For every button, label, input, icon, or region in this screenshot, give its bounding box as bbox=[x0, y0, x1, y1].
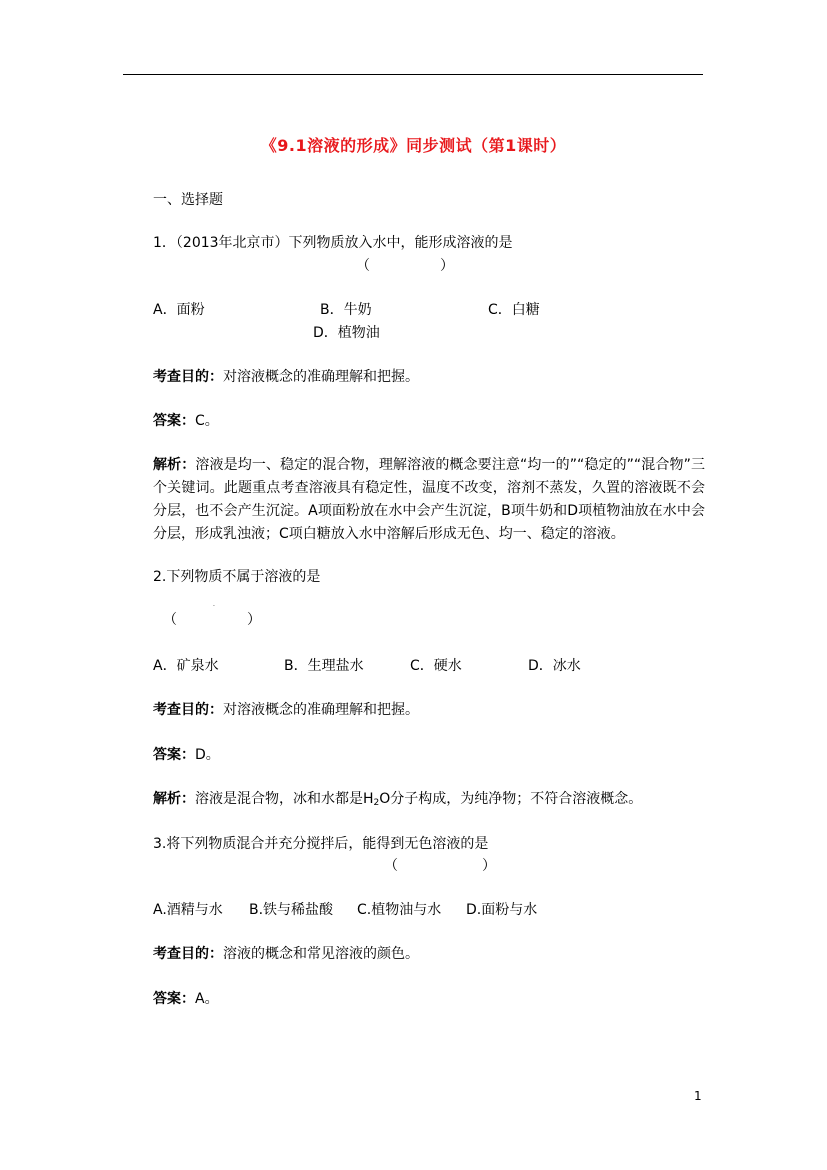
q1-stem: 1．（2013年北京市）下列物质放入水中，能形成溶液的是 bbox=[153, 235, 513, 251]
q2-purpose bbox=[153, 700, 419, 720]
stray-mark: · bbox=[213, 603, 215, 610]
q1-option-b: B．牛奶 bbox=[320, 302, 372, 318]
q3-stem: 3.将下列物质混合并充分搅拌后，能得到无色溶液的是 bbox=[153, 836, 489, 852]
q2-answer-label: 答案： bbox=[153, 747, 195, 763]
q2-option-b: B．生理盐水 bbox=[284, 658, 364, 674]
section-heading: 一、选择题 bbox=[153, 192, 223, 208]
q3-answer-label: 答案： bbox=[153, 991, 195, 1007]
q3-purpose-label: 考查目的： bbox=[153, 946, 223, 962]
q1-purpose bbox=[153, 367, 419, 387]
q1-option-a: A．面粉 bbox=[153, 302, 205, 318]
q3-option-d: D.面粉与水 bbox=[466, 902, 538, 918]
q3-option-b: B.铁与稀盐酸 bbox=[249, 902, 334, 918]
q2-analysis bbox=[153, 789, 642, 813]
page-number: 1 bbox=[694, 1089, 702, 1103]
q2-answer bbox=[153, 745, 220, 765]
q2-analysis-text-post: O分子构成，为纯净物；不符合溶液概念。 bbox=[379, 791, 643, 807]
q2-stem: 2.下列物质不属于溶液的是 bbox=[153, 569, 321, 585]
q1-answer-label: 答案： bbox=[153, 413, 195, 429]
q2-analysis-subscript: 2 bbox=[373, 798, 380, 808]
q3-answer bbox=[153, 989, 219, 1009]
q2-purpose-text: 对溶液概念的准确理解和把握。 bbox=[223, 702, 419, 718]
q2-option-a: A．矿泉水 bbox=[153, 658, 219, 674]
q3-option-a: A.酒精与水 bbox=[153, 902, 223, 918]
q3-purpose bbox=[153, 944, 419, 964]
q1-answer-blank: （ ） bbox=[356, 258, 454, 274]
q2-answer-blank: （ ） bbox=[163, 612, 261, 628]
q2-answer-text: D。 bbox=[195, 747, 220, 763]
q3-answer-text: A。 bbox=[195, 991, 219, 1007]
q1-analysis-text: 溶液是均一、稳定的混合物，理解溶液的概念要注意“均一的”“稳定的”“混合物”三个关键词。此题重点考查溶液具有稳定性，温度不改变，溶剂不蒸发，久置的溶液既不会分层，也不会产生沉淀。A项面粉放在水中会产生沉淀，B项牛奶和D项植物油放在水中会分层，形成乳浊液；C项白糖放入水中溶解后形成无色、均一、稳定的溶液。 bbox=[153, 457, 706, 542]
q1-option-d: D．植物油 bbox=[313, 325, 380, 341]
page-title: 《9.1溶液的形成》同步测试（第1课时） bbox=[260, 136, 567, 155]
q3-option-c: C.植物油与水 bbox=[357, 902, 442, 918]
q1-purpose-text: 对溶液概念的准确理解和把握。 bbox=[223, 369, 419, 385]
q1-answer-text: C。 bbox=[195, 413, 219, 429]
q2-purpose-label: 考查目的： bbox=[153, 702, 223, 718]
q2-analysis-label: 解析： bbox=[153, 791, 195, 807]
q3-purpose-text: 溶液的概念和常见溶液的颜色。 bbox=[223, 946, 419, 962]
q1-analysis bbox=[153, 454, 705, 546]
q2-option-c: C．硬水 bbox=[410, 658, 462, 674]
q1-option-c: C．白糖 bbox=[488, 302, 540, 318]
header-rule bbox=[123, 74, 703, 75]
q2-option-d: D．冰水 bbox=[528, 658, 581, 674]
q2-analysis-text-pre: 溶液是混合物，冰和水都是H bbox=[195, 791, 374, 807]
q1-purpose-label: 考查目的： bbox=[153, 369, 223, 385]
q3-answer-blank: （ ） bbox=[384, 858, 496, 874]
q1-analysis-label: 解析： bbox=[153, 457, 196, 473]
q1-answer bbox=[153, 411, 219, 431]
